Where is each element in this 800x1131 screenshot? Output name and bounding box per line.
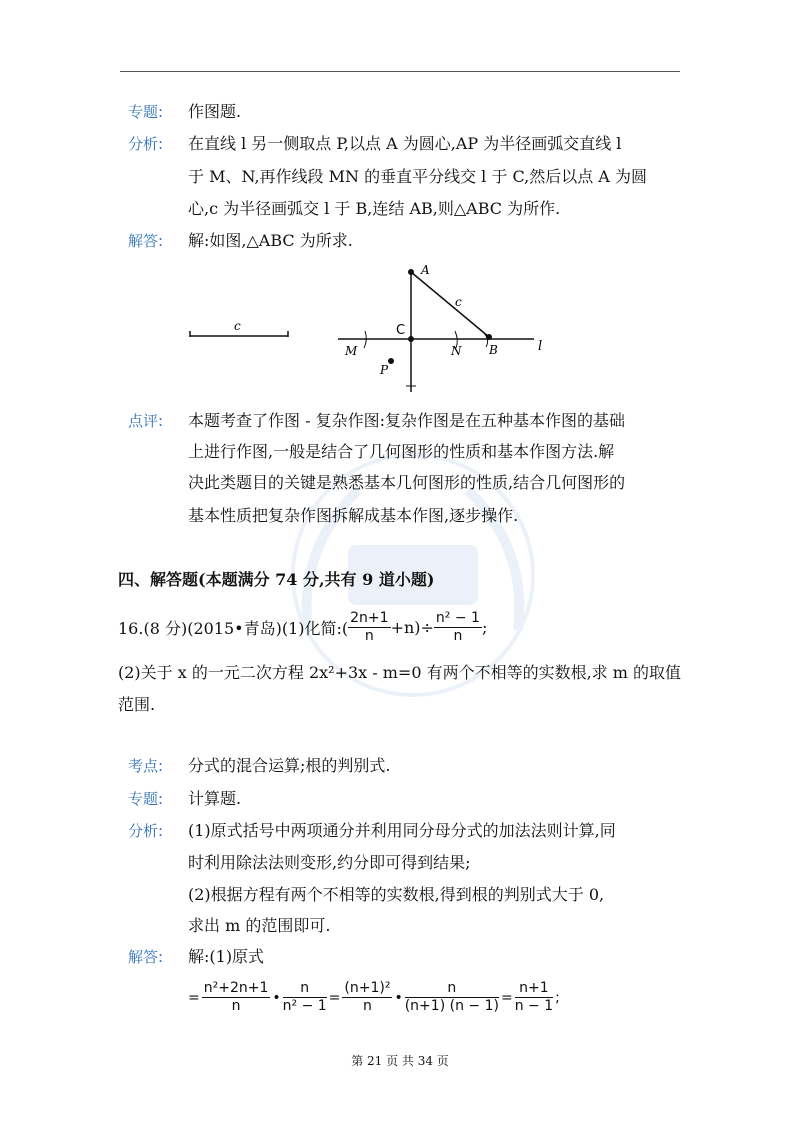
label-p: P (380, 363, 389, 377)
label-l: l (538, 339, 543, 354)
question-16 (118, 610, 487, 645)
point-a (408, 269, 414, 275)
segment-c-label: c (234, 319, 241, 333)
topic-label: 专题: (128, 103, 164, 121)
topic-label-b: 专题: (128, 790, 164, 808)
answer-text-b: 解:(1)原式 (188, 947, 265, 966)
label-m: M (345, 344, 358, 358)
analysis-line-1: 在直线 l 另一侧取点 P,以点 A 为圆心,AP 为半径画弧交直线 l (188, 134, 622, 153)
topic-text: 作图题. (188, 102, 242, 121)
q16-part2-line2: 范围. (118, 695, 156, 714)
answer-text: 解:如图,△ABC 为所求. (188, 231, 353, 250)
kaodian-text: 分式的混合运算;根的判别式. (188, 756, 391, 775)
answer-label-b: 解答: (128, 948, 164, 966)
q16-fraction-1: $\frac{2n+1}{n}$ (350, 610, 389, 644)
q16-fraction-2: $\frac{\text{n² − 1}}{n}$ (435, 610, 480, 644)
analysis-b-line-1: (1)原式括号中两项通分并利用同分母分式的加法法则计算,同 (188, 821, 616, 840)
comment-line-3: 决此类题目的关键是熟悉基本几何图形的性质,结合几何图形的 (188, 473, 626, 492)
analysis-b-line-2: 时利用除法法则变形,约分即可得到结果; (188, 853, 471, 872)
construction-figure (0, 0, 800, 420)
point-p (388, 358, 394, 364)
point-b (486, 334, 492, 340)
math-fraction-2: $\frac{n}{\text{n² − 1}}$ (282, 980, 327, 1014)
comment-line-2: 上进行作图,一般是结合了几何图形的性质和基本作图方法.解 (188, 442, 615, 461)
comment-label: 点评: (128, 412, 164, 430)
comment-line-1: 本题考查了作图 - 复杂作图:复杂作图是在五种基本作图的基础 (188, 411, 625, 430)
analysis-label: 分析: (128, 135, 164, 153)
analysis-b-line-4: 求出 m 的范围即可. (188, 916, 331, 935)
comment-line-4: 基本性质把复杂作图拆解成基本作图,逐步操作. (188, 506, 519, 525)
kaodian-label: 考点: (128, 757, 164, 775)
page-footer: 第 21 页 共 34 页 (351, 1054, 449, 1068)
section-heading: 四、解答题(本题满分 74 分,共有 9 道小题) (118, 570, 435, 589)
answer-label: 解答: (128, 232, 164, 250)
math-fraction-4: $\frac{n}{(n+1) (n - 1)}$ (404, 980, 499, 1014)
label-b: B (489, 343, 498, 357)
analysis-line-2: 于 M、N,再作线段 MN 的垂直平分线交 l 于 C,然后以点 A 为圆 (188, 167, 647, 186)
label-a: A (421, 263, 430, 277)
analysis-line-3: 心,c 为半径画弧交 l 于 B,连结 AB,则△ABC 为所作. (188, 199, 561, 218)
label-c-point: C (396, 323, 406, 338)
label-c-side: c (455, 295, 462, 309)
analysis-label-b: 分析: (128, 822, 164, 840)
analysis-b-line-3: (2)根据方程有两个不相等的实数根,得到根的判别式大于 0, (188, 885, 605, 904)
math-derivation: = $\frac{\text{n²+2n+1}}{n}$ • $\frac{n}{\text{n² − 1}}$ = $\frac{\text{(n+1)²}}{n}$ • $\frac{n}{(n+1) (n - 1)}$ = $\frac{n+1}{n - 1}$ ; (188, 980, 560, 1014)
math-fraction-5: $\frac{n+1}{n - 1}$ (514, 980, 554, 1014)
math-fraction-3: $\frac{\text{(n+1)²}}{n}$ (344, 980, 391, 1014)
q16-plus-n: +n)÷ (390, 618, 434, 637)
q16-suffix: ; (481, 618, 488, 637)
segment-ab (411, 272, 489, 337)
topic-text-b: 计算题. (188, 789, 242, 808)
label-n: N (451, 344, 462, 358)
math-fraction-1: $\frac{\text{n²+2n+1}}{n}$ (203, 980, 269, 1014)
point-c (408, 336, 414, 342)
q16-part2-line1: (2)关于 x 的一元二次方程 2x²+3x - m=0 有两个不相等的实数根,求 m 的取值 (118, 663, 682, 682)
q16-prefix: 16.(8 分)(2015•青岛)(1)化简:( (118, 619, 349, 638)
